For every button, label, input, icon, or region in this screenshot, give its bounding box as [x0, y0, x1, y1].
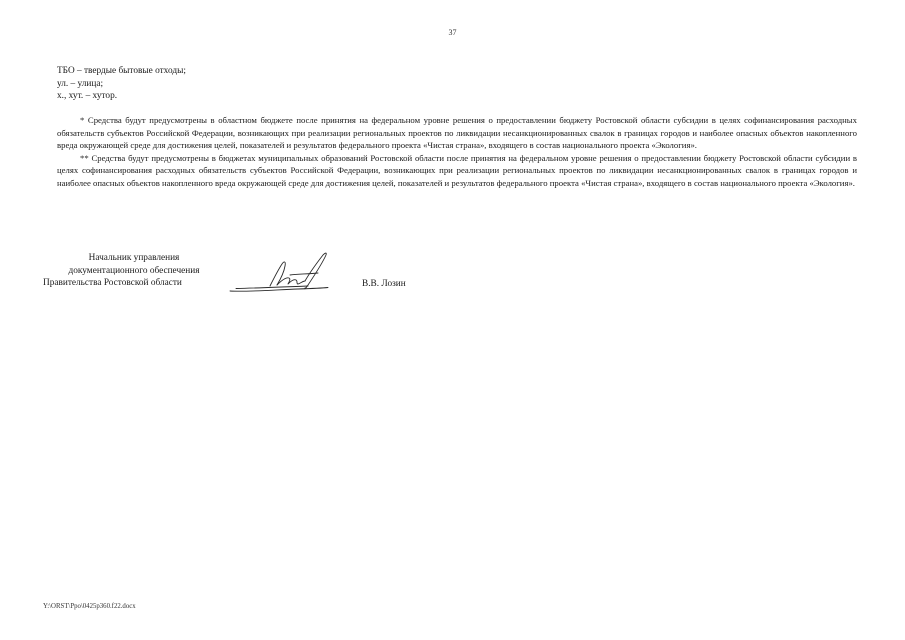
signer-name: В.В. Лозин: [362, 279, 406, 289]
signatory-position: [40, 252, 228, 290]
footnote-single-asterisk: * Средства будут предусмотрены в областном бюджете после принятия на федеральном уровне решения о предоставлении бюджету Ростовской области субсидии в целях софинансирования расходных обязательств субъектов Российской Федерации, возникающих при реализации региональных проектов по ликвидации несанкционированных свалок в границах городов и наиболее опасных объектов накопленного вреда окружающей среде для достижения целей, показателей и результатов федерального проекта «Чистая страна», входящего в состав национального проекта «Экология».: [57, 115, 857, 151]
abbreviations-list: [57, 65, 186, 103]
position-line: Правительства Ростовской области: [43, 278, 182, 289]
position-line: документационного обеспечения: [68, 265, 200, 276]
abbreviation-item: ул. – улица;: [57, 78, 104, 89]
footnote-double-asterisk: ** Средства будут предусмотрены в бюджетах муниципальных образований Ростовской области после принятия на федеральном уровне решения о предоставлении бюджету Ростовской области субсидии в целях софинансирования расходных обязательств субъектов Российской Федерации, возникающих при реализации региональных проектов по ликвидации несанкционированных свалок в границах городов и наиболее опасных объектов накопленного вреда окружающей среде для достижения целей, показателей и результатов федерального проекта «Чистая страна», входящего в состав национального проекта «Экология».: [57, 152, 857, 188]
handwritten-signature-icon: [228, 250, 340, 298]
footnotes: [57, 114, 857, 190]
page-number: 37: [448, 28, 457, 37]
abbreviation-item: х., хут. – хутор.: [57, 91, 118, 101]
abbreviation-item: ТБО – твердые бытовые отходы;: [57, 66, 186, 76]
file-path: Y:\ORST\Ppo\0425p360.f22.docx: [43, 603, 136, 610]
position-line: Начальник управления: [88, 253, 180, 263]
